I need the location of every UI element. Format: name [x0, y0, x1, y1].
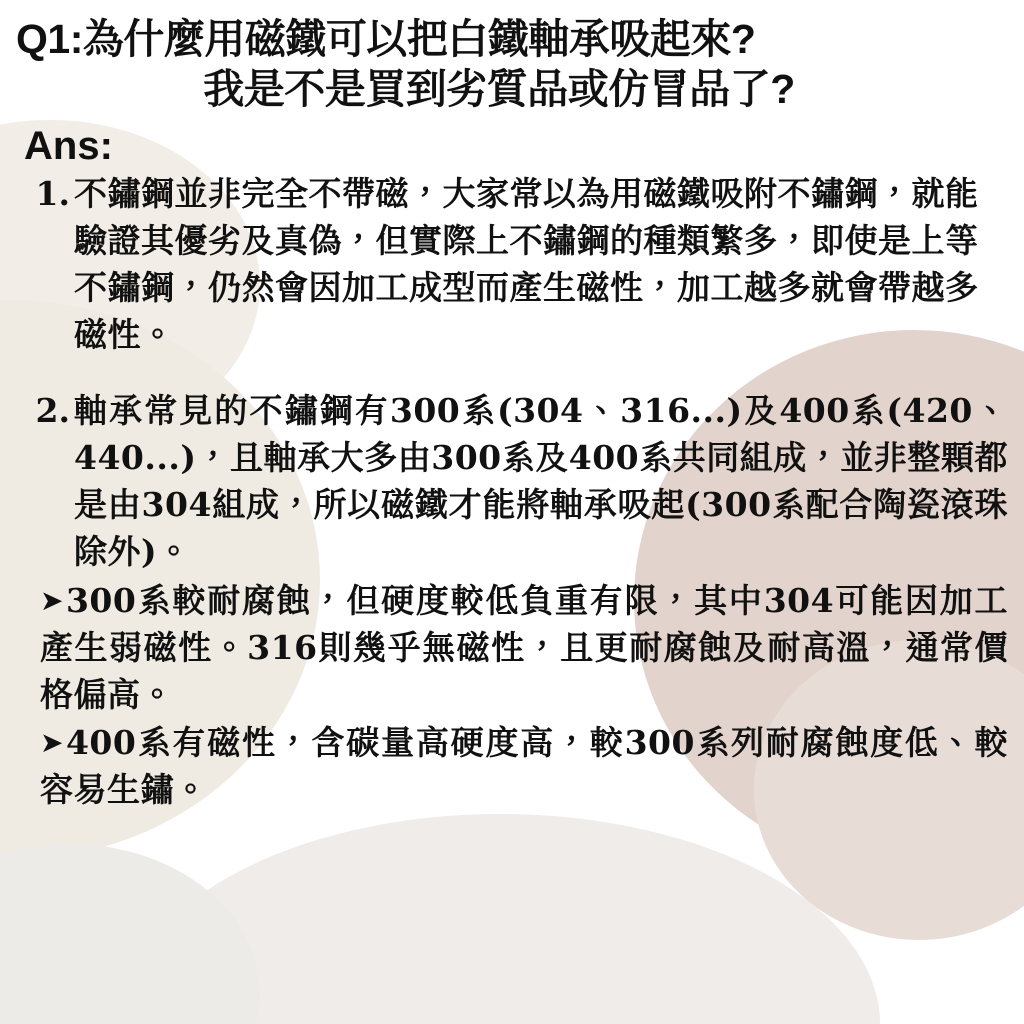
list-item-body [40, 388, 1008, 814]
list-item [16, 171, 1008, 358]
question-line-1: Q1:為什麼用磁鐵可以把白鐵軸承吸起來? [16, 16, 756, 62]
list-item [16, 388, 1008, 814]
question-line-2: 我是不是買到劣質品或仿冒品了? [203, 66, 795, 113]
answer-label: Ans: [24, 124, 113, 169]
sub-bullet-text: 400系有磁性，含碳量高硬度高，較300系列耐腐蝕度低、較容易生鏽。 [40, 723, 1008, 810]
arrow-right-icon: ➤ [40, 726, 64, 760]
list-item-number: 1. [35, 174, 70, 214]
list-item-number: 2. [35, 391, 70, 431]
answer-list [16, 171, 1008, 814]
sub-bullet-text: 300系較耐腐蝕，但硬度較低負重有限，其中304可能因加工產生弱磁性。316則幾乎無磁性，且更耐腐蝕及耐高溫，通常價格偏高。 [40, 580, 1008, 714]
list-item-text: 軸承常見的不鏽鋼有300系(304、316...)及400系(420、440...)，且軸承大多由300系及400系共同組成，並非整顆都是由304組成，所以磁鐵才能將軸承吸起(300系配合陶瓷滾珠除外)。 [74, 391, 1008, 572]
question-heading [16, 14, 1008, 114]
list-item-text: 不鏽鋼並非完全不帶磁，大家常以為用磁鐵吸附不鏽鋼，就能驗證其優劣及真偽，但實際上不鏽鋼的種類繁多，即使是上等不鏽鋼，仍然會因加工成型而產生磁性，加工越多就會帶越多磁性。 [74, 174, 979, 354]
sub-bullet [40, 720, 1008, 814]
arrow-right-icon: ➤ [40, 583, 64, 617]
list-item-body [74, 171, 1008, 358]
sub-bullet [40, 578, 1008, 719]
